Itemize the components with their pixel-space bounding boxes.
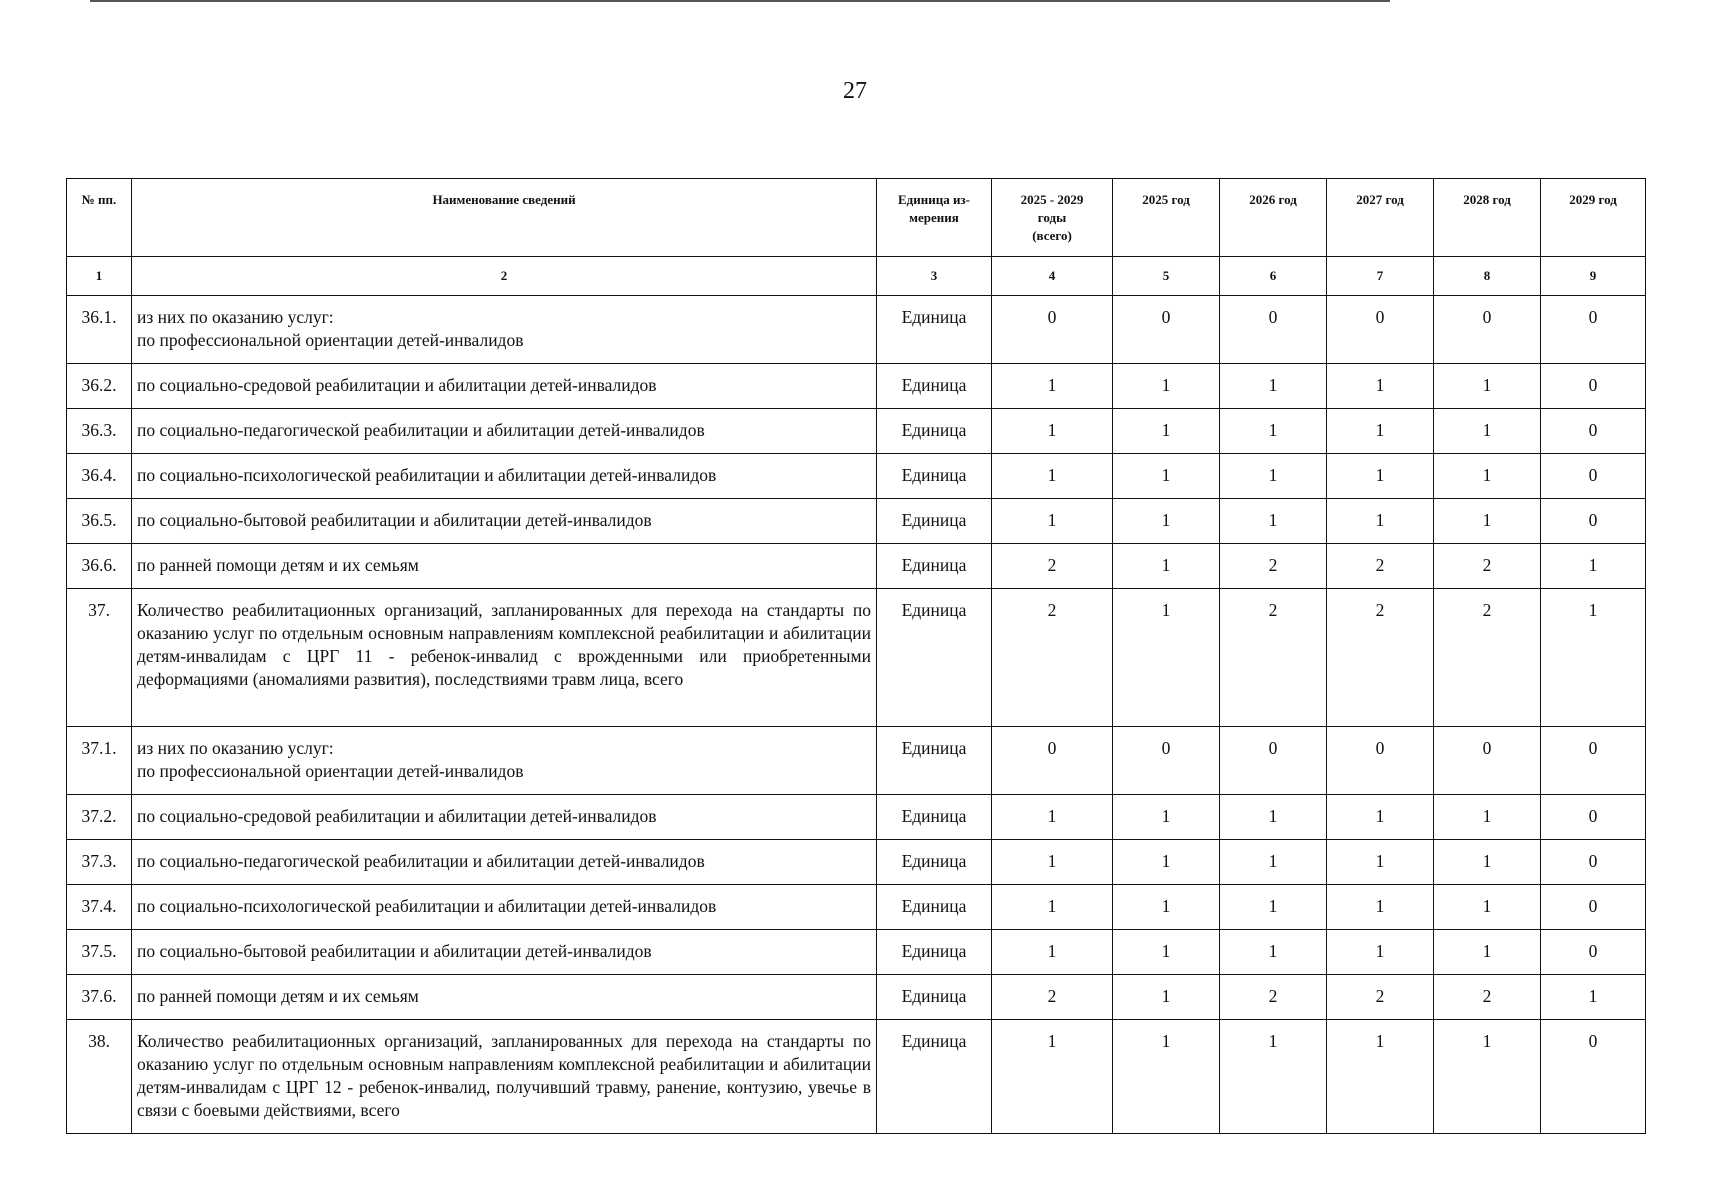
row-value: 1 (1434, 1020, 1541, 1134)
row-value: 1 (1113, 1020, 1220, 1134)
table-row (67, 296, 1646, 364)
report-table (66, 178, 1646, 1134)
table-row (67, 795, 1646, 840)
table-row (67, 727, 1646, 795)
row-value: 1 (1220, 930, 1327, 975)
row-value: 1 (1327, 930, 1434, 975)
row-name: по социально-бытовой реабилитации и абилитации детей-инвалидов (132, 499, 877, 544)
row-value: 2 (1327, 975, 1434, 1020)
row-value: 1 (1434, 364, 1541, 409)
row-value: 0 (1541, 795, 1646, 840)
row-name: по социально-бытовой реабилитации и абилитации детей-инвалидов (132, 930, 877, 975)
row-value: 1 (992, 454, 1113, 499)
row-number: 36.4. (67, 454, 132, 499)
row-value: 1 (1434, 795, 1541, 840)
header-year-2029: 2029 год (1541, 179, 1646, 257)
row-value: 2 (1327, 544, 1434, 589)
row-name: по социально-средовой реабилитации и абилитации детей-инвалидов (132, 364, 877, 409)
row-unit: Единица (877, 409, 992, 454)
row-value: 1 (1327, 885, 1434, 930)
row-value: 1 (1434, 930, 1541, 975)
header-year-2027: 2027 год (1327, 179, 1434, 257)
row-number: 37.6. (67, 975, 132, 1020)
header-year-2028: 2028 год (1434, 179, 1541, 257)
row-value: 1 (992, 795, 1113, 840)
row-unit: Единица (877, 544, 992, 589)
row-number: 37.4. (67, 885, 132, 930)
row-number: 36.3. (67, 409, 132, 454)
row-number: 38. (67, 1020, 132, 1134)
row-value: 1 (1113, 454, 1220, 499)
row-value: 1 (1434, 885, 1541, 930)
row-value: 0 (1434, 296, 1541, 364)
row-value: 1 (1220, 364, 1327, 409)
row-value: 1 (1327, 795, 1434, 840)
header-unit-line: мерения (909, 210, 959, 225)
row-value: 1 (1113, 409, 1220, 454)
row-value: 1 (1220, 795, 1327, 840)
table-row (67, 544, 1646, 589)
table-row (67, 589, 1646, 727)
header-unit (877, 179, 992, 257)
column-index: 1 (67, 257, 132, 296)
row-name: по социально-педагогической реабилитации и абилитации детей-инвалидов (132, 409, 877, 454)
row-unit: Единица (877, 296, 992, 364)
row-number: 37.3. (67, 840, 132, 885)
table-row (67, 975, 1646, 1020)
row-value: 1 (1327, 409, 1434, 454)
row-name: Количество реабилитационных организаций, запланированных для перехода на стандарты по оказанию услуг по отдельным основным направлениям комплексной реабилитации и абилитации детям-инвалидам с ЦРГ 11 - ребенок-инвалид с врожденными или приобретенными деформациями (аномалиями развития), последствиями травм лица, всего (132, 589, 877, 727)
row-value: 0 (1434, 727, 1541, 795)
row-value: 1 (1113, 930, 1220, 975)
row-value: 1 (1220, 885, 1327, 930)
table-row (67, 1020, 1646, 1134)
row-name: по социально-психологической реабилитации и абилитации детей-инвалидов (132, 885, 877, 930)
row-value: 0 (992, 727, 1113, 795)
table-body (67, 257, 1646, 1134)
header-name: Наименование сведений (132, 179, 877, 257)
row-value: 0 (1541, 840, 1646, 885)
row-number: 36.1. (67, 296, 132, 364)
top-rule (90, 0, 1390, 2)
row-unit: Единица (877, 454, 992, 499)
row-value: 2 (992, 975, 1113, 1020)
row-value: 1 (1113, 795, 1220, 840)
row-value: 0 (1220, 727, 1327, 795)
row-value: 1 (1327, 1020, 1434, 1134)
row-value: 2 (1220, 589, 1327, 727)
table-row (67, 885, 1646, 930)
row-number: 36.6. (67, 544, 132, 589)
header-unit-line: Единица из- (897, 192, 970, 207)
row-value: 1 (992, 885, 1113, 930)
row-unit: Единица (877, 930, 992, 975)
row-value: 1 (1327, 454, 1434, 499)
row-value: 1 (1327, 840, 1434, 885)
row-value: 1 (992, 364, 1113, 409)
row-value: 1 (1327, 364, 1434, 409)
row-value: 1 (992, 409, 1113, 454)
row-value: 1 (1220, 409, 1327, 454)
row-number: 36.2. (67, 364, 132, 409)
column-index-row (67, 257, 1646, 296)
row-name: из них по оказанию услуг: по профессиональной ориентации детей-инвалидов (132, 296, 877, 364)
row-name: Количество реабилитационных организаций, запланированных для перехода на стандарты по оказанию услуг по отдельным основным направлениям комплексной реабилитации и абилитации детям-инвалидам с ЦРГ 12 - ребенок-инвалид, получивший травму, ранение, контузию, увечье в связи с боевыми действиями, всего (132, 1020, 877, 1134)
row-unit: Единица (877, 975, 992, 1020)
table-row (67, 930, 1646, 975)
column-index: 4 (992, 257, 1113, 296)
page-number: 27 (843, 78, 867, 104)
row-value: 1 (1113, 975, 1220, 1020)
row-value: 1 (1327, 499, 1434, 544)
row-value: 1 (1113, 840, 1220, 885)
row-unit: Единица (877, 1020, 992, 1134)
row-value: 1 (992, 499, 1113, 544)
row-value: 0 (1220, 296, 1327, 364)
row-unit: Единица (877, 364, 992, 409)
row-name: по социально-средовой реабилитации и абилитации детей-инвалидов (132, 795, 877, 840)
table-row (67, 840, 1646, 885)
row-value: 1 (1541, 589, 1646, 727)
row-value: 1 (1434, 499, 1541, 544)
row-value: 0 (1541, 364, 1646, 409)
row-unit: Единица (877, 499, 992, 544)
row-value: 1 (1220, 840, 1327, 885)
column-index: 6 (1220, 257, 1327, 296)
row-value: 0 (1541, 885, 1646, 930)
row-name: по ранней помощи детям и их семьям (132, 975, 877, 1020)
header-year-2025: 2025 год (1113, 179, 1220, 257)
column-index: 3 (877, 257, 992, 296)
row-name: по ранней помощи детям и их семьям (132, 544, 877, 589)
header-total (992, 179, 1113, 257)
row-value: 1 (1541, 544, 1646, 589)
row-unit: Единица (877, 885, 992, 930)
row-value: 0 (992, 296, 1113, 364)
row-value: 0 (1113, 296, 1220, 364)
table-row (67, 454, 1646, 499)
row-value: 1 (1113, 589, 1220, 727)
row-value: 1 (1220, 454, 1327, 499)
table-row (67, 499, 1646, 544)
row-value: 0 (1541, 727, 1646, 795)
row-value: 0 (1327, 296, 1434, 364)
row-unit: Единица (877, 727, 992, 795)
column-index: 5 (1113, 257, 1220, 296)
row-value: 0 (1541, 499, 1646, 544)
row-value: 0 (1541, 296, 1646, 364)
row-value: 2 (992, 589, 1113, 727)
column-index: 2 (132, 257, 877, 296)
row-value: 1 (1220, 1020, 1327, 1134)
column-index: 8 (1434, 257, 1541, 296)
row-number: 37. (67, 589, 132, 727)
row-value: 0 (1327, 727, 1434, 795)
table-row (67, 409, 1646, 454)
row-unit: Единица (877, 589, 992, 727)
row-value: 0 (1541, 1020, 1646, 1134)
column-index: 9 (1541, 257, 1646, 296)
row-value: 2 (1434, 589, 1541, 727)
table-header-row (67, 179, 1646, 257)
row-value: 1 (1113, 364, 1220, 409)
row-value: 2 (1434, 544, 1541, 589)
header-number: № пп. (67, 179, 132, 257)
row-value: 1 (1434, 840, 1541, 885)
row-value: 0 (1541, 930, 1646, 975)
row-value: 1 (1113, 885, 1220, 930)
row-value: 0 (1541, 409, 1646, 454)
table-row (67, 364, 1646, 409)
row-value: 0 (1541, 454, 1646, 499)
header-total-line: 2025 - 2029 (1020, 192, 1084, 207)
row-value: 2 (1327, 589, 1434, 727)
row-value: 2 (1220, 975, 1327, 1020)
row-name: из них по оказанию услуг: по профессиональной ориентации детей-инвалидов (132, 727, 877, 795)
row-value: 1 (992, 930, 1113, 975)
row-value: 2 (1434, 975, 1541, 1020)
row-value: 1 (992, 1020, 1113, 1134)
row-value: 1 (1541, 975, 1646, 1020)
row-value: 0 (1113, 727, 1220, 795)
row-unit: Единица (877, 795, 992, 840)
row-value: 2 (992, 544, 1113, 589)
row-value: 1 (1434, 454, 1541, 499)
row-number: 37.2. (67, 795, 132, 840)
column-index: 7 (1327, 257, 1434, 296)
row-value: 1 (992, 840, 1113, 885)
header-total-line: годы (1037, 210, 1067, 225)
header-year-2026: 2026 год (1220, 179, 1327, 257)
row-number: 36.5. (67, 499, 132, 544)
row-value: 1 (1113, 544, 1220, 589)
row-value: 1 (1434, 409, 1541, 454)
row-value: 2 (1220, 544, 1327, 589)
row-name: по социально-психологической реабилитации и абилитации детей-инвалидов (132, 454, 877, 499)
row-number: 37.5. (67, 930, 132, 975)
row-value: 1 (1113, 499, 1220, 544)
row-number: 37.1. (67, 727, 132, 795)
header-total-line: (всего) (1032, 228, 1072, 243)
row-value: 1 (1220, 499, 1327, 544)
row-name: по социально-педагогической реабилитации и абилитации детей-инвалидов (132, 840, 877, 885)
row-unit: Единица (877, 840, 992, 885)
